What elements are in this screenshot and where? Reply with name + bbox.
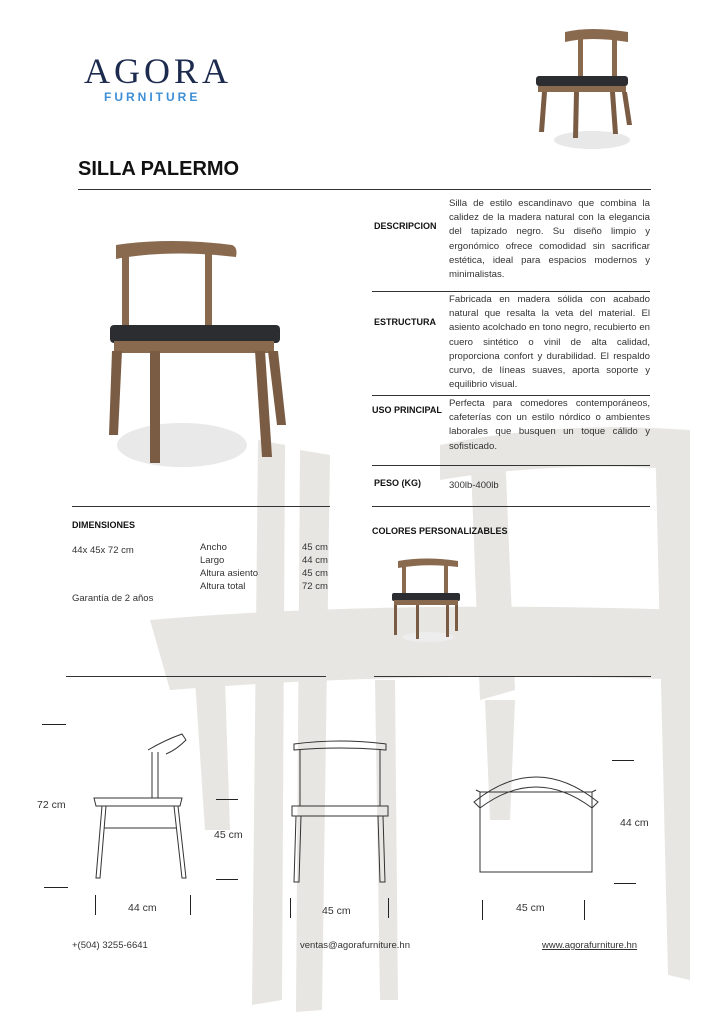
side-height-tick-bottom: [44, 887, 68, 888]
top-depth-tick-top: [612, 760, 634, 761]
side-depth-label: 44 cm: [128, 902, 157, 914]
descripcion-divider: [372, 291, 650, 292]
colors-label: COLORES PERSONALIZABLES: [372, 526, 508, 536]
chair-color-option[interactable]: [388, 555, 464, 645]
uso-principal-label: USO PRINCIPAL: [372, 405, 442, 415]
descripcion-label: DESCRIPCION: [374, 221, 437, 231]
estructura-text: Fabricada en madera sólida con acabado natural que resalta la veta del material. El asiento acolchado en tono negro, recubierto en cuero sintético o vinil de alta calidad, proporciona confort y durabilidad. El respaldo curvo, de líneas suaves, aporta soporte y equilibrio visual.: [449, 294, 650, 391]
product-title: SILLA PALERMO: [78, 158, 240, 180]
dimension-row-value: 45 cm: [302, 568, 328, 579]
dimensions-summary: 44x 45x 72 cm: [72, 545, 134, 556]
footer-website-link[interactable]: www.agorafurniture.hn: [542, 940, 638, 951]
side-view-drawing: [90, 728, 200, 888]
footer-email[interactable]: ventas@agorafurniture.hn: [300, 940, 410, 951]
estructura-label: ESTRUCTURA: [374, 317, 436, 327]
dimensions-label: DIMENSIONES: [72, 520, 136, 530]
seat-height-tick-top: [216, 799, 238, 800]
top-width-tick-right: [584, 900, 585, 920]
estructura-divider: [372, 395, 650, 396]
dimensions-divider: [72, 506, 330, 507]
side-height-label: 72 cm: [37, 799, 66, 811]
chair-photo-top: [530, 20, 640, 160]
dimension-row-value: 72 cm: [302, 581, 328, 592]
descripcion-text: Silla de estilo escandinavo que combina la calidez de la madera natural con la elegancia del tapizado negro. Su diseño limpio y ergonómico ofrece comodidad sin sacrificar estética, ideal para espacios modernos y minimalistas.: [449, 198, 650, 281]
dimension-row-name: Largo: [200, 555, 225, 566]
side-depth-tick-right: [190, 895, 191, 915]
title-divider: [78, 189, 651, 190]
side-depth-tick-left: [95, 895, 96, 915]
front-width-tick-left: [290, 898, 291, 918]
peso-label: PESO (KG): [374, 478, 422, 488]
front-width-label: 45 cm: [322, 905, 351, 917]
top-view-drawing: [466, 762, 606, 882]
chair-photo-main: [100, 235, 300, 475]
top-depth-tick-bottom: [614, 883, 636, 884]
brand-subtitle: FURNITURE: [104, 90, 201, 104]
dimension-row-name: Altura total: [200, 581, 246, 592]
warranty-text: Garantía de 2 años: [72, 593, 154, 604]
uso-divider: [372, 465, 650, 466]
front-view-drawing: [290, 736, 390, 886]
front-width-tick-right: [388, 898, 389, 918]
dimension-row-name: Ancho: [200, 542, 227, 553]
brand-logo: AGORA: [84, 51, 233, 91]
drawings-divider-left: [66, 676, 326, 677]
top-width-label: 45 cm: [516, 902, 545, 914]
peso-value: 300lb-400lb: [449, 480, 499, 491]
dimension-row-value: 45 cm: [302, 542, 328, 553]
peso-divider: [372, 506, 650, 507]
seat-height-label: 45 cm: [214, 829, 243, 841]
drawings-divider-right: [374, 676, 651, 677]
uso-principal-text: Perfecta para comedores contemporáneos, cafeterías con un estilo nórdico o ambientes laborales que busquen un toque cálido y sofisticado.: [449, 398, 650, 452]
footer-phone: +(504) 3255-6641: [72, 940, 148, 951]
top-width-tick-left: [482, 900, 483, 920]
dimension-row-value: 44 cm: [302, 555, 328, 566]
seat-height-tick-bottom: [216, 879, 238, 880]
top-depth-label: 44 cm: [620, 817, 649, 829]
dimension-row-name: Altura asiento: [200, 568, 259, 579]
side-height-tick-top: [42, 724, 66, 725]
